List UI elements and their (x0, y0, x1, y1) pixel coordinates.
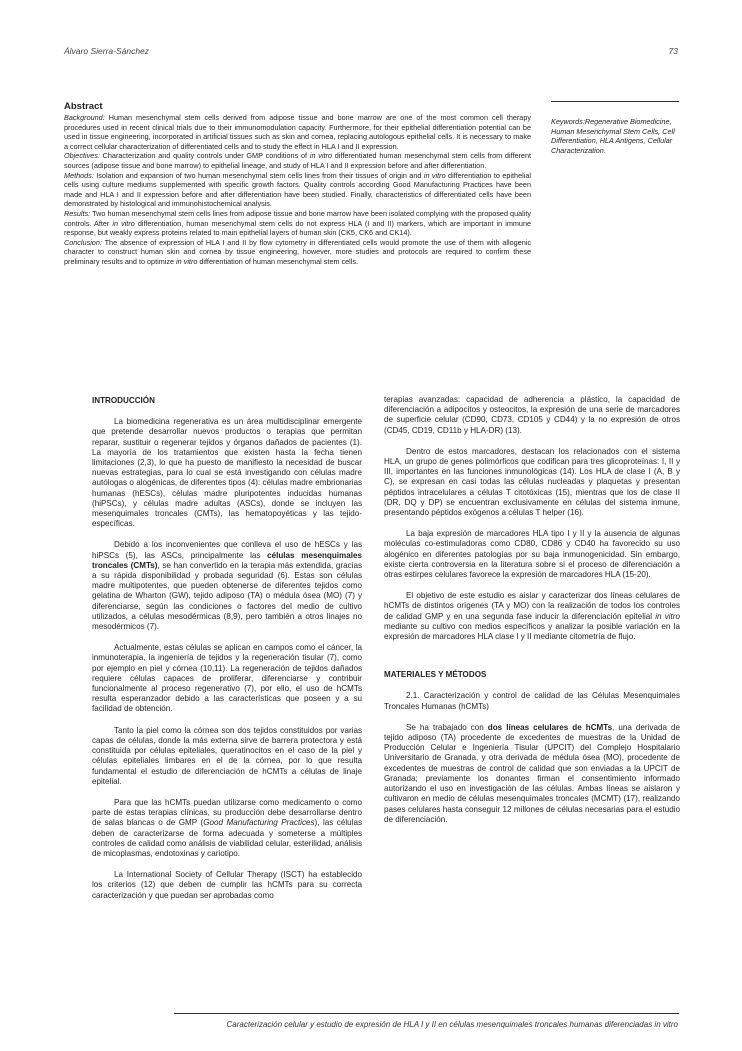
objectives-text-b: differentiated human mesenchymal stem cells from different sources (adipose tissue and bone marrow) to epithelial lineage, and study of HLA I and II expression before and after differentiation. (64, 151, 532, 170)
intro-paragraph-3: Actualmente, estas células se aplican en campos como el cáncer, la inmunoterapia, la ingeniería de tejidos y la regeneración tisular (7), como por ejemplo en piel y córnea (10,11). La regeneración de tejidos dañados requiere células capaces de proliferar, diferenciarse y contribuir funcionalmente al proceso regenerativo (7), por ello, el uso de hCMTs resulta esperanzador debido a las características que poseen y a su facilidad de obtención. (92, 643, 362, 714)
abstract-background (64, 113, 531, 151)
right-p4-em: in vitro (655, 611, 680, 621)
intro-p5-em: Good Manufacturing Practices (203, 818, 315, 828)
methods-p1-text-b: , una derivada de tejido adiposo (TA) procedente de excedentes de muestras de la Unidad de Producción Celular e Ingeniería Tisular (UPCIT) del Complejo Hospitalario Universitario de Granada, y otra derivada de médula ósea (MO), procedente de excedentes de muestras de control de calidad que son enviadas a la UPCIT de Granada; previamente los donantes firman el consentimiento informado autorizando el uso en investigación de las células. Ambas líneas se aislaron y cultivaron en medio de células mesenquimales troncales (MCMT) (17), realizando pases celulares hasta conseguir 12 millones de células necesarias para el estudio de diferenciación. (384, 722, 681, 824)
intro-paragraph-2 (92, 540, 362, 632)
methods-p1-bold: dos líneas celulares de hCMTs (487, 722, 613, 732)
running-header-author: Álvaro Sierra-Sánchez (64, 46, 150, 56)
intro-paragraph-6: La International Society of Cellular Therapy (ISCT) ha establecido los criterios (12) que deben de cumplir las hCMTs para su correcta caracterización y que puedan ser aprobadas como (92, 870, 362, 900)
methods-em: in vitro (423, 170, 446, 180)
conclusion-text-b: differentiation of human mesenchymal stem cells. (197, 256, 359, 266)
results-label: Results: (64, 208, 91, 218)
right-paragraph-2: Dentro de estos marcadores, destacan los relacionados con el sistema HLA, un grupo de genes polimórficos que codifican para tres glicoproteínas: I, II y III, importantes en las funciones inmunológicas (14). Los HLA de clase I (A, B y C), se expresan en casi todas las células nucleadas y plaquetas y presentan péptidos intracelulares a células T citotóxicas (15), mientras que los de clase II (DR, DQ y DP) se encuentran exclusivamente en células del sistema inmune, presentando péptidos exógenos a células T helper (16). (384, 446, 680, 518)
left-column (92, 396, 362, 912)
conclusion-label: Conclusion: (64, 237, 102, 247)
objectives-em: in vitro (309, 151, 332, 161)
keywords: Keywords:Regenerative Biomedicine, Human Mesenchymal Stem Cells, Cell Differentiation, HLA Antigens, Cellular Characterization. (551, 117, 675, 155)
methods-subheading: 2.1. Caracterización y control de calidad de las Células Mesenquimales Troncales Humanas (hCMTs) (384, 691, 680, 711)
objectives-label: Objectives: (64, 151, 100, 161)
methods-heading: MATERIALES Y MÉTODOS (384, 670, 487, 680)
methods-text-b: differentiation to epithelial cells using culture mediums supplemented with specific growth factors. Quality controls according Good Manufacturing Practices have been made and HLA I and II expression before and after differentiation have been studied. Finally, characteristics of differentiated cells have been demonstrated by histological and immunohistochemical analysis. (64, 170, 531, 209)
right-column (384, 395, 680, 836)
intro-paragraph-5 (92, 798, 362, 859)
abstract-objectives (64, 151, 531, 170)
objectives-text-a: Characterization and quality controls under GMP conditions of (99, 151, 310, 161)
right-p4-text-a: El objetivo de este estudio es aislar y caracterizar dos líneas celulares de hCMTs de distintos orígenes (TA y MO) con la realización de todos los controles de calidad GMP y en una segunda fase inducir la diferenciación epitelial (384, 591, 680, 621)
abstract-section (64, 101, 531, 267)
intro-paragraph-1: La biomedicina regenerativa es un área multidisciplinar emergente que pretende desarrollar nuevos productos o terapias que permitan reparar, sustituir o regenerar tejidos y órganos dañados de pacientes (1). La mayoría de los tratamientos que existen hasta la fecha tienen limitaciones (2,3), lo que ha puesto de manifiesto la necesidad de buscar nuevas estrategias, para lo cual se está investigando con células madre autólogas o alogénicas, de diferentes tipos (4): células madre embrionarias humanas (hESCs), células madre pluripotentes inducidas humanas (hiPSCs), y células madre adultas (ASCs), donde se incluyen las mesenquimales troncales (CMTs), las hematopoyéticas y las tejido-específicas. (92, 417, 362, 529)
results-em: in vitro (112, 218, 135, 228)
conclusion-em: in vitro (176, 256, 198, 266)
background-label: Background: (64, 113, 105, 122)
intro-p5-text-b: ), las células deben de caracterizarse de forma adecuada y someterse a múltiples controles de calidad como análisis de viabilidad celular, esterilidad, análisis de micoplasmas, endotoxinas y cariotipo. (92, 818, 363, 858)
introduction-heading: INTRODUCCIÓN (92, 396, 155, 405)
page-number: 73 (668, 46, 678, 56)
background-text: Human mesenchymal stem cells derived from adipose tissue and bone marrow are one of the most common cell therapy procedures used in recent clinical trials due to their immunomodulation capacity. Furthermore, for their epithelial differentiation potential can be used in tissue engineering, incorporated in artificial tissues such as skin and cornea, replacing autologous epithelial cells. It is necessary to make a correct cellular characterization of differentiated cells and to study the effect in HLA I and II expression. (64, 113, 531, 151)
intro-p2-bold: células mesenquimales troncales (CMTs) (92, 550, 362, 570)
intro-paragraph-4: Tanto la piel como la córnea son dos tejidos constituidos por varias capas de células, donde la más externa sirve de barrera protectora y está constituida por células epiteliales, queratinocitos en el caso de la piel y células epiteliales limbares en el de la córnea, por lo que resulta fundamental el estudio de diferenciación de hCMTs a células de linaje epitelial. (92, 725, 362, 786)
methods-paragraph-1 (384, 723, 680, 825)
intro-p2-text-a: Debido a los inconvenientes que conlleva el uso de hESCs y las hiPSCs (5), las ASCs, principalmente las (92, 540, 362, 560)
results-text-a: Two human mesenchymal stem cells lines from adipose tissue and bone marrow have been isolated complying with the proposed quality controls. After (64, 208, 531, 228)
running-footer: Caracterización celular y estudio de expresión de HLA I y II en células mesenquimales troncales humanas diferenciadas in vitro (226, 1020, 678, 1029)
footer-divider (174, 1013, 679, 1014)
keywords-divider (551, 101, 679, 102)
abstract-results (64, 209, 531, 238)
right-paragraph-1: terapias avanzadas: capacidad de adherencia a plástico, la capacidad de diferenciación a adipocitos y osteocitos, la expresión de una serie de marcadores de superficie celular (CD90, CD73, CD105 y CD44) y la no expresión de otros (CD45, CD19, CD11b y HLA-DR) (13). (384, 395, 680, 435)
abstract-conclusion (64, 238, 531, 267)
right-paragraph-4 (384, 591, 680, 642)
intro-p2-text-b: , se han convertido en la terapia más extendida, gracias a su rápida disponibilidad y probada seguridad (6). Estas son células madre multipotentes, que pueden obtenerse de diferentes tejidos como gelatina de Wharton (GW), tejido adiposo (TA) o médula ósea (MO) (7) y diferenciarse, según las condiciones o factores del medio de cultivo utilizados, a células mesodérmicas (8,9), pero también a otros linajes no mesodérmicos (7). (92, 560, 362, 632)
conclusion-text-a: The absence of expression of HLA I and II by flow cytometry in differentiated cells would promote the use of them with allogenic character to construct human skin and cornea by tissue engineering, however, more studies and protocols are required to confirm these preliminary results and to optimize (64, 237, 531, 266)
methods-text-a: Isolation and expansion of two human mesenchymal stem cells lines from their tissues of origin and (93, 170, 424, 180)
abstract-methods (64, 171, 531, 209)
right-paragraph-3: La baja expresión de marcadores HLA tipo I y II y la ausencia de algunas moléculas co-estimuladoras como CD80, CD86 y CD40 ha favorecido su uso alogénico en diferentes patologías por su baja inmunogenicidad. Sin embargo, existe cierta controversia en la literatura sobre si el proceso de diferenciación a otras estirpes celulares favorece la expresión de marcadores HLA (15-20). (384, 529, 680, 580)
right-p4-text-b: mediante su cultivo con medios específicos y analizar la posible variación en la expresión de marcadores HLA clase I y II mediante citometría de flujo. (384, 621, 680, 642)
intro-p5-text-a: Para que las hCMTs puedan utilizarse como medicamento o como parte de estas terapias clínicas, su producción debe desarrollarse dentro de salas blancas o de GMP ( (92, 797, 362, 828)
methods-p1-text-a: Se ha trabajado con (406, 722, 488, 732)
abstract-title: Abstract (64, 101, 103, 112)
results-text-b: differentiation, human mesenchymal stem cells do not express HLA (I and II) markers, which are important in immune response, but weakly express proteins related to main epithelial layers of human skin (CK5, CK6 and CK14). (64, 218, 532, 238)
methods-label: Methods: (64, 170, 94, 180)
